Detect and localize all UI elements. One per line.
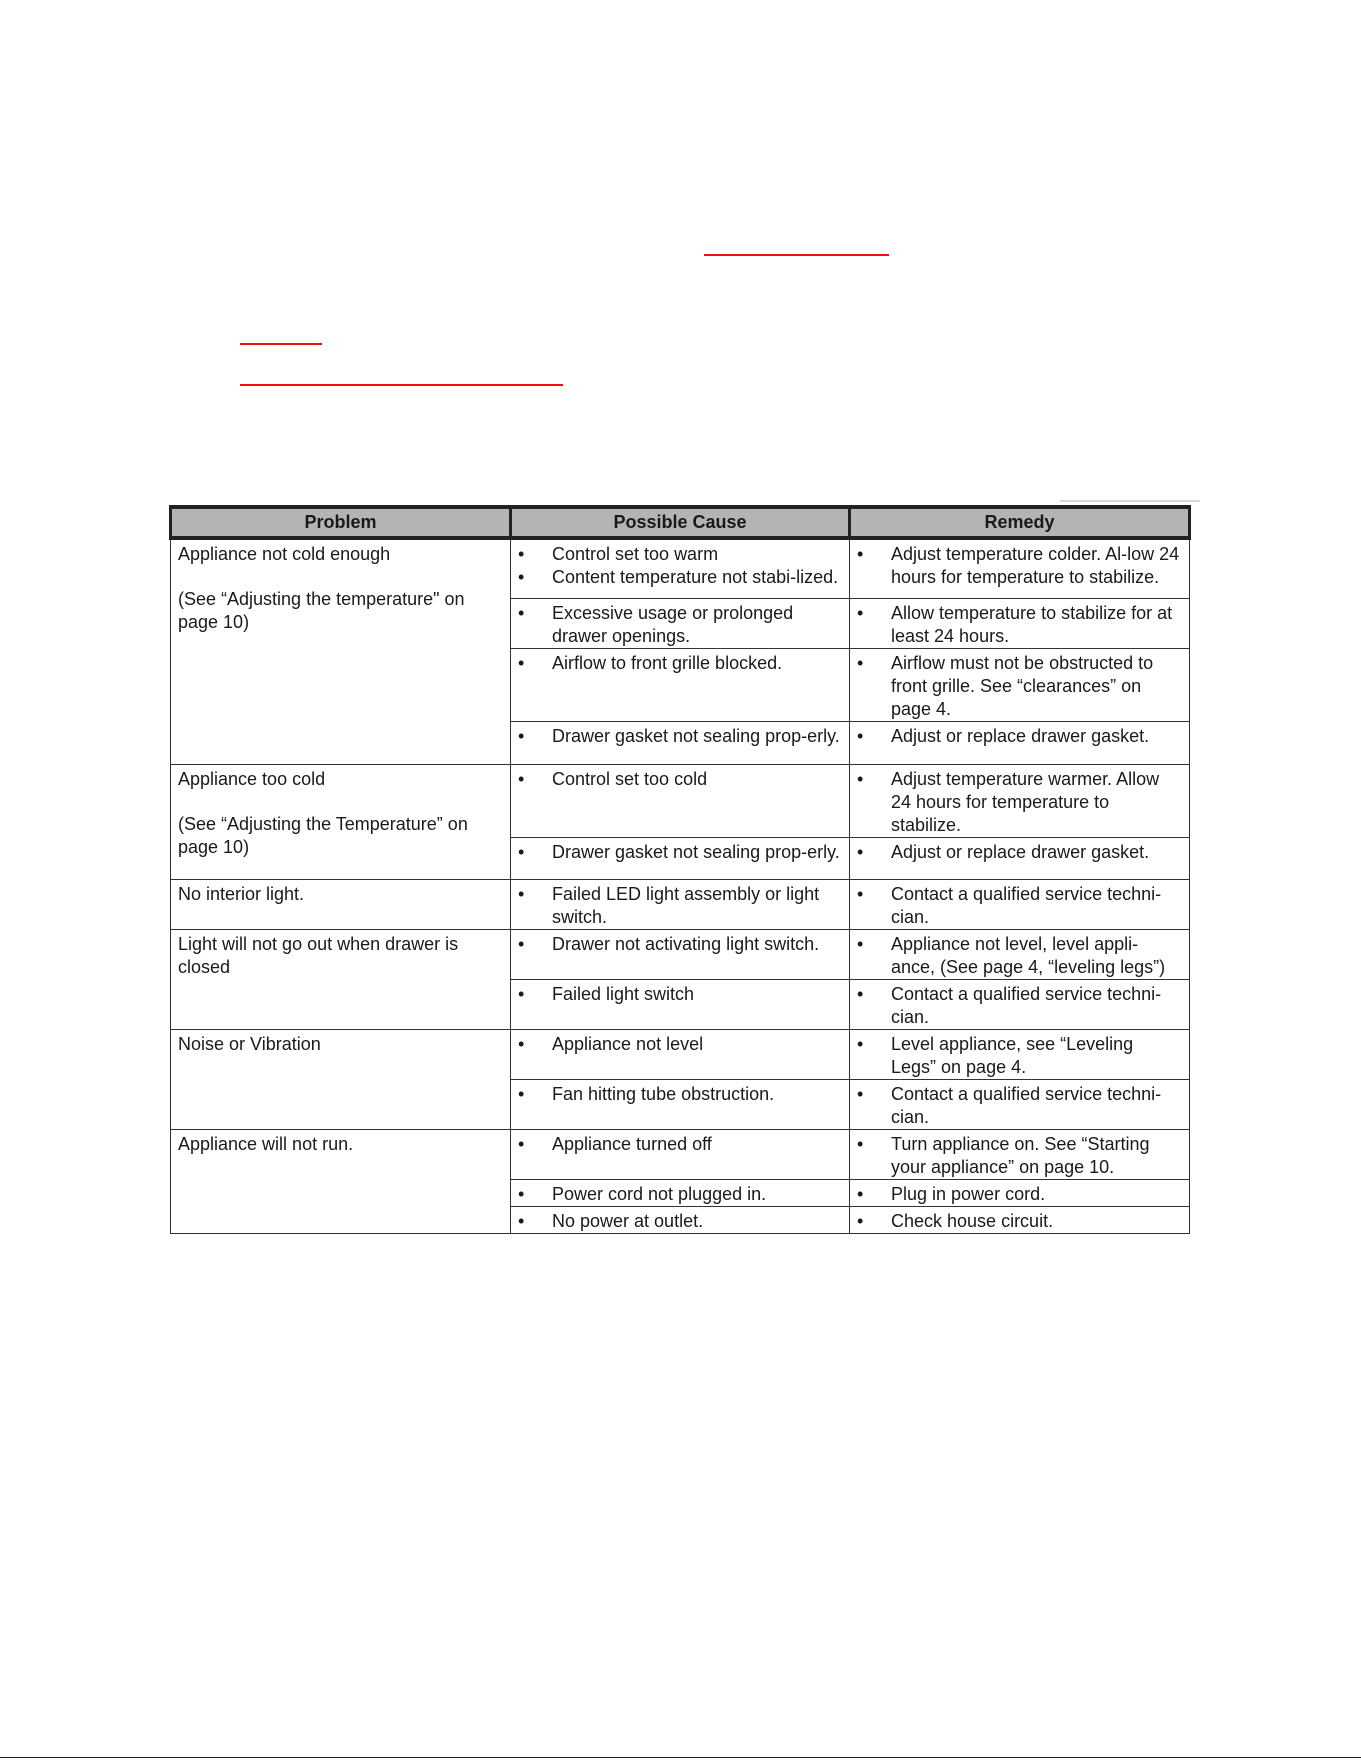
table-row [171, 1029, 1190, 1079]
cause-item: • Power cord not plugged in. [518, 1183, 842, 1206]
header-possible-cause: Possible Cause [511, 507, 850, 538]
cause-item: • Content temperature not stabi-lized. [518, 566, 842, 589]
remedy-item: • Airflow must not be obstructed to front grille. See “clearances” on page 4. [857, 652, 1182, 721]
cause-cell [511, 979, 850, 1029]
problem-text: Light will not go out when drawer is closed [178, 933, 459, 977]
remedy-list [857, 1183, 1182, 1206]
header-problem: Problem [171, 507, 511, 538]
remedy-cell [850, 979, 1190, 1029]
cause-cell [511, 879, 850, 929]
remedy-cell [850, 1206, 1190, 1233]
remedy-cell [850, 648, 1190, 721]
remedy-list [857, 652, 1182, 721]
problem-text: No interior light. [178, 883, 305, 904]
remedy-cell [850, 879, 1190, 929]
cause-cell [511, 929, 850, 979]
problem-note: (See “Adjusting the Temperature” on page 10) [178, 813, 468, 857]
remedy-list [857, 725, 1182, 748]
cause-item: • Drawer gasket not sealing prop-erly. [518, 725, 842, 748]
problem-cell [171, 1029, 511, 1129]
cause-cell [511, 1079, 850, 1129]
cause-list [518, 883, 842, 929]
cause-item: • Drawer gasket not sealing prop-erly. [518, 841, 842, 864]
cause-list [518, 768, 842, 791]
cause-list [518, 725, 842, 748]
remedy-list [857, 933, 1182, 979]
cause-item: • No power at outlet. [518, 1210, 842, 1233]
remedy-list [857, 1133, 1182, 1179]
cause-list [518, 1033, 842, 1056]
problem-cell [171, 929, 511, 1029]
remedy-list [857, 768, 1182, 837]
bottom-rule [0, 1757, 1361, 1758]
cause-list [518, 933, 842, 956]
remedy-item: • Adjust temperature warmer. Allow 24 hours for temperature to stabilize. [857, 768, 1182, 837]
table-row [171, 879, 1190, 929]
problem-note: (See “Adjusting the temperature" on page 10) [178, 589, 465, 632]
table-header-row [171, 507, 1190, 538]
problem-text: Appliance too cold [178, 768, 326, 789]
cause-list [518, 841, 842, 864]
red-underline [704, 254, 889, 256]
table-body [171, 538, 1190, 1233]
cause-cell [511, 648, 850, 721]
cause-item: • Control set too warm [518, 543, 842, 566]
remedy-item: • Turn appliance on. See “Starting your appliance” on page 10. [857, 1133, 1182, 1179]
cause-item: • Control set too cold [518, 768, 842, 791]
remedy-item: • Adjust or replace drawer gasket. [857, 841, 1182, 864]
problem-text: Appliance will not run. [178, 1133, 354, 1154]
cause-item: • Fan hitting tube obstruction. [518, 1083, 842, 1106]
header-remedy: Remedy [850, 507, 1190, 538]
problem-text: Noise or Vibration [178, 1033, 321, 1054]
cause-list [518, 1210, 842, 1233]
problem-cell [171, 538, 511, 764]
remedy-list [857, 543, 1182, 589]
cause-cell [511, 1179, 850, 1206]
cause-list [518, 983, 842, 1006]
cause-list [518, 652, 842, 675]
cause-list [518, 602, 842, 648]
remedy-cell [850, 1079, 1190, 1129]
cause-list [518, 1183, 842, 1206]
remedy-cell [850, 837, 1190, 879]
cause-item: • Airflow to front grille blocked. [518, 652, 842, 675]
remedy-item: • Allow temperature to stabilize for at least 24 hours. [857, 602, 1182, 648]
remedy-cell [850, 1129, 1190, 1179]
cause-cell [511, 764, 850, 837]
remedy-list [857, 841, 1182, 864]
cause-cell [511, 1029, 850, 1079]
troubleshooting-table [169, 505, 1191, 1234]
cause-item: • Drawer not activating light switch. [518, 933, 842, 956]
remedy-list [857, 983, 1182, 1029]
remedy-item: • Adjust or replace drawer gasket. [857, 725, 1182, 748]
table-row [171, 538, 1190, 598]
red-underline [240, 343, 322, 345]
remedy-item: • Level appliance, see “Leveling Legs” on page 4. [857, 1033, 1182, 1079]
cause-cell [511, 721, 850, 764]
table-row [171, 1129, 1190, 1179]
remedy-item: • Appliance not level, level appli-ance, (See page 4, “leveling legs”) [857, 933, 1182, 979]
remedy-list [857, 1033, 1182, 1079]
remedy-cell [850, 1029, 1190, 1079]
remedy-cell [850, 721, 1190, 764]
remedy-list [857, 1083, 1182, 1129]
cause-list [518, 1083, 842, 1106]
cause-item: • Appliance turned off [518, 1133, 842, 1156]
cause-item: • Excessive usage or prolonged drawer openings. [518, 602, 842, 648]
faint-rule [1060, 500, 1200, 502]
remedy-item: • Contact a qualified service techni-cian. [857, 983, 1182, 1029]
remedy-cell [850, 929, 1190, 979]
remedy-item: • Contact a qualified service techni-cian. [857, 1083, 1182, 1129]
cause-cell [511, 1129, 850, 1179]
cause-cell [511, 1206, 850, 1233]
problem-cell [171, 764, 511, 879]
cause-cell [511, 538, 850, 598]
problem-text: Appliance not cold enough [178, 544, 391, 564]
problem-cell [171, 879, 511, 929]
remedy-item: • Plug in power cord. [857, 1183, 1182, 1206]
remedy-list [857, 1210, 1182, 1233]
remedy-list [857, 883, 1182, 929]
cause-list [518, 1133, 842, 1156]
remedy-cell [850, 1179, 1190, 1206]
table-row [171, 929, 1190, 979]
remedy-cell [850, 538, 1190, 598]
cause-item: • Failed LED light assembly or light switch. [518, 883, 842, 929]
cause-item: • Appliance not level [518, 1033, 842, 1056]
cause-cell [511, 837, 850, 879]
table-row [171, 764, 1190, 837]
remedy-item: • Contact a qualified service techni-cian. [857, 883, 1182, 929]
problem-cell [171, 1129, 511, 1233]
remedy-list [857, 602, 1182, 648]
remedy-cell [850, 764, 1190, 837]
remedy-item: • Adjust temperature colder. Al-low 24 hours for temperature to stabilize. [857, 543, 1182, 589]
cause-cell [511, 598, 850, 648]
remedy-cell [850, 598, 1190, 648]
cause-item: • Failed light switch [518, 983, 842, 1006]
remedy-item: • Check house circuit. [857, 1210, 1182, 1233]
red-underline [240, 384, 563, 386]
cause-list [518, 543, 842, 589]
